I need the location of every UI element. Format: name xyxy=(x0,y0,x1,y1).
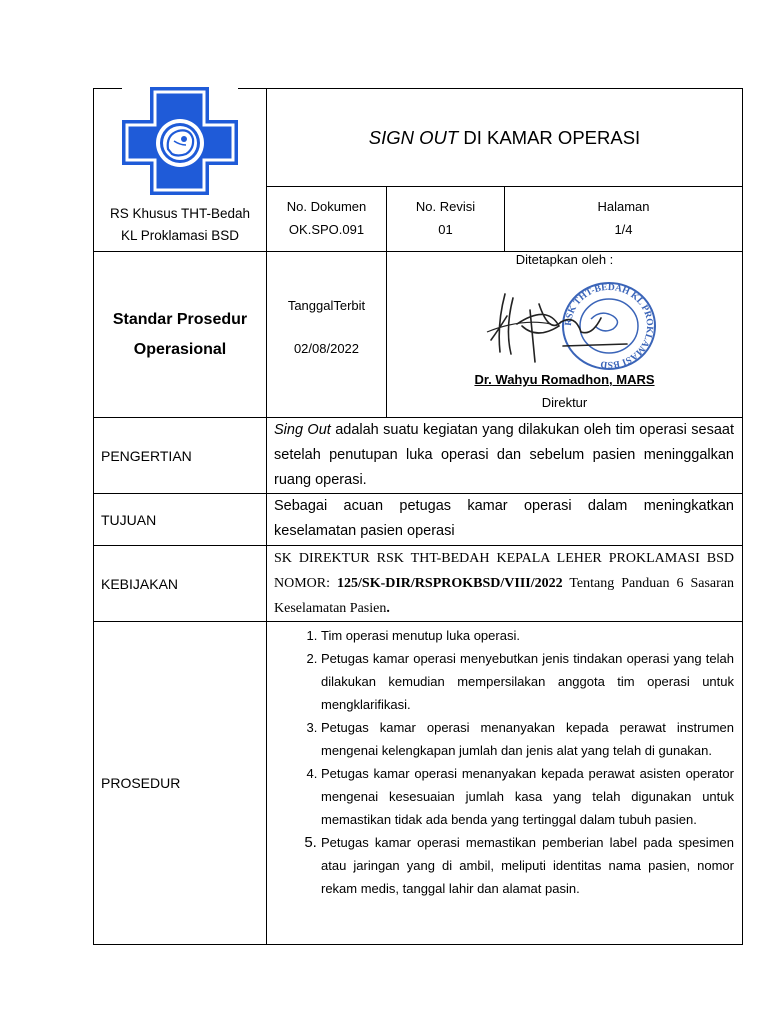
prosedur-list xyxy=(267,622,742,904)
hospital-logo xyxy=(94,87,267,197)
title-cell xyxy=(267,89,743,187)
page-cell xyxy=(505,187,743,252)
tujuan-text: Sebagai acuan petugas kamar operasi dalam meningkatkan keselamatan pasien operasi xyxy=(267,494,743,546)
title-italic: SIGN OUT xyxy=(368,126,459,148)
prosedur-step: 3. Petugas kamar operasi menanyakan kepada perawat instrumen mengenai kelengkapan jumlah dan jenis alat yang telah di gunakan. xyxy=(321,716,734,762)
issue-date-label: TanggalTerbit xyxy=(287,298,366,313)
director-position: Direktur xyxy=(541,395,588,410)
issue-date-value: 02/08/2022 xyxy=(293,341,360,356)
kebijakan-number: 125/SK-DIR/RSPROKBSD/VIII/2022 xyxy=(337,576,563,591)
page-value: 1/4 xyxy=(614,222,633,237)
title-rest: DI KAMAR OPERASI xyxy=(458,126,641,148)
doc-number-label: No. Dokumen xyxy=(286,199,367,214)
spo-line2: Operasional xyxy=(133,340,227,358)
doc-number-value: OK.SPO.091 xyxy=(288,222,365,237)
approved-by-label: Ditetapkan oleh : xyxy=(515,252,614,267)
kebijakan-part2: Tentang Panduan 6 Sasaran Keselamatan Pasien xyxy=(274,576,734,616)
approval-cell xyxy=(387,252,743,418)
prosedur-step: 2. Petugas kamar operasi menyebutkan jenis tindakan operasi yang telah dilakukan kemudian mempersilakan anggota tim operasi untuk mengklarifikasi. xyxy=(321,647,734,716)
director-name: Dr. Wahyu Romadhon, MARS xyxy=(474,372,655,387)
spo-table xyxy=(93,88,743,945)
kebijakan-label: KEBIJAKAN xyxy=(94,546,267,622)
page-label: Halaman xyxy=(597,199,650,214)
spo-cell xyxy=(94,252,267,418)
prosedur-step: 1. Tim operasi menutup luka operasi. xyxy=(321,624,734,647)
hospital-cell xyxy=(94,89,267,252)
revision-cell xyxy=(387,187,505,252)
pengertian-text xyxy=(267,418,743,494)
stamp-text: RSK THT-BEDAH KL PROKLAMASI BSD xyxy=(563,282,655,370)
signature-stamp xyxy=(387,274,743,374)
prosedur-label: PROSEDUR xyxy=(94,622,267,945)
kebijakan-text xyxy=(267,546,743,622)
revision-label: No. Revisi xyxy=(415,199,476,214)
pengertian-label: PENGERTIAN xyxy=(94,418,267,494)
prosedur-step: 4. Petugas kamar operasi menanyakan kepada perawat asisten operator mengenai kesesuaian jumlah kasa yang telah digunakan untuk memastikan tidak ada benda yang tertinggal dalam tubuh pasien. xyxy=(321,762,734,831)
prosedur-cell xyxy=(267,622,743,945)
pengertian-italic: Sing Out xyxy=(274,422,331,438)
kebijakan-part1: SK DIREKTUR RSK THT-BEDAH KEPALA LEHER PROKLAMASI BSD NOMOR: xyxy=(274,551,734,591)
pengertian-body: adalah suatu kegiatan yang dilakukan oleh tim operasi sesaat setelah penutupan luka operasi dan sebelum pasien meninggalkan ruang operasi. xyxy=(274,422,734,488)
tujuan-label: TUJUAN xyxy=(94,494,267,546)
hospital-name-line1: RS Khusus THT-Bedah xyxy=(109,206,251,221)
spo-document xyxy=(93,88,742,945)
document-title xyxy=(369,127,640,148)
issue-date-cell xyxy=(267,252,387,418)
kebijakan-period: . xyxy=(386,601,390,616)
prosedur-step: 5. Petugas kamar operasi memastikan pemberian label pada spesimen atau jaringan yang di ambil, meliputi identitas nama pasien, nomor rekam medis, tanggal lahir dan alamat pasin. xyxy=(321,831,734,900)
spo-line1: Standar Prosedur xyxy=(112,310,248,328)
revision-value: 01 xyxy=(438,222,453,237)
doc-number-cell xyxy=(267,187,387,252)
hospital-name-line2: KL Proklamasi BSD xyxy=(120,228,240,243)
